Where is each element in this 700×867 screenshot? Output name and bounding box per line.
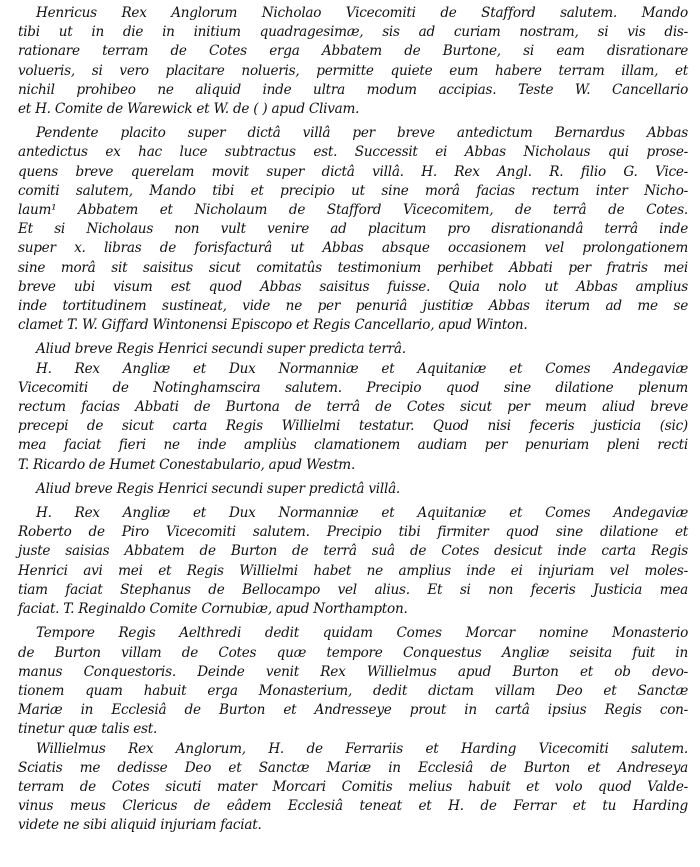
text-line: juste saisias Abbatem de Burton de terrâ suâ de Cotes desicut inde carta Regis xyxy=(18,543,688,560)
text-line: Mariæ in Ecclesiâ de Burton et Andresseye prout in cartâ ipsius Regis con- xyxy=(18,702,688,719)
text-line: T. Ricardo de Humet Conestabulario, apud Westm. xyxy=(18,456,356,473)
text-line: Roberto de Piro Vicecomiti salutem. Precipio tibi firmiter quod sine dilatione et xyxy=(18,524,688,541)
narrative-tempore-regis xyxy=(18,624,688,739)
text-line: nichil prohibeo ne aliquid inde ultra modum accipias. Teste W. Cancellario xyxy=(18,81,688,98)
text-line: Pendente placito super dictâ villâ per breve antedictum Bernardus Abbas xyxy=(36,125,688,142)
text-line: videte ne sibi aliquid injuriam faciat. xyxy=(18,817,262,834)
text-line: Vicecomiti de Notinghamscira salutem. Precipio quod sine dilatione plenum xyxy=(18,379,688,396)
text-line: sine morâ sit saisitus sicut comitatûs testimonium perhibet Abbati per fratris mei xyxy=(18,259,688,276)
writ-henricus-nicholao xyxy=(18,4,688,119)
text-line: Tempore Regis Aelthredi dedit quidam Comes Morcar nomine Monasterio xyxy=(36,625,688,642)
text-line: manus Conquestoris. Deinde venit Rex Willielmus apud Burton et ob devo- xyxy=(18,663,688,680)
text-line: tibi ut in die in initium quadragesimæ, sis ad curiam nostram, si vis dis- xyxy=(18,24,688,41)
writ-roberto-de-piro xyxy=(18,504,688,619)
text-line: Sciatis me dedisse Deo et Sanctæ Mariæ in Ecclesiâ de Burton et Andreseya xyxy=(18,759,688,776)
charter-willielmus xyxy=(18,740,688,836)
text-line: super x. libras de forisfacturâ ut Abbas absque occasionem vel prolongationem xyxy=(18,240,688,257)
text-line: rationare terram de Cotes erga Abbatem de Burtone, si eam disrationare xyxy=(18,43,688,60)
text-line: faciat. T. Reginaldo Comite Cornubiæ, apud Northampton. xyxy=(18,601,408,618)
text-line: precepi de sicut carta Regis Willielmi testatur. Quod nisi feceris justicia (sic) xyxy=(18,418,688,435)
text-line: rectum facias Abbati de Burtona de terrâ de Cotes sicut per meum aliud breve xyxy=(18,399,688,416)
text-line: tinetur quæ talis est. xyxy=(18,721,158,738)
text-line: tionem quam habuit erga Monasterium, dedit dictam villam Deo et Sanctæ xyxy=(18,682,688,699)
writ-notinghamscira xyxy=(18,360,688,475)
heading-aliud-breve-villa xyxy=(18,480,688,499)
text-line: volueris, si vero placitare nolueris, permitte quiete eum habere terram illam, et xyxy=(18,62,688,79)
text-line: terram de Cotes sicuti mater Morcari Comitis melius habuit et volo quod Valde- xyxy=(18,778,688,795)
text-line: et H. Comite de Warewick et W. de ( ) apud Clivam. xyxy=(18,101,360,118)
text-line: tiam faciat Stephanus de Bellocampo vel alius. Et si non feceris Justicia mea xyxy=(18,581,688,598)
text-line: vinus meus Clericus de eâdem Ecclesiâ teneat et H. de Ferrar et tu Harding xyxy=(18,798,688,815)
text-line: Aliud breve Regis Henrici secundi super predicta terrâ. xyxy=(36,341,406,358)
text-line: Aliud breve Regis Henrici secundi super predictâ villâ. xyxy=(36,480,400,497)
text-line: comiti salutem, Mando tibi et precipio ut sine morâ facias rectum inter Nicho- xyxy=(18,182,688,199)
heading-aliud-breve-terra xyxy=(18,340,688,359)
text-line: Willielmus Rex Anglorum, H. de Ferrariis et Harding Vicecomiti salutem. xyxy=(36,740,688,757)
text-line: laum¹ Abbatem et Nicholaum de Stafford Vicecomitem, de terrâ de Cotes. xyxy=(18,202,688,219)
text-line: Henrici avi mei et Regis Willielmi habet ne amplius inde ei injuriam vel moles- xyxy=(18,562,688,579)
text-line: H. Rex Angliæ et Dux Normanniæ et Aquitaniæ et Comes Andegaviæ xyxy=(36,360,688,377)
text-line: inde tortitudinem sustineat, vide ne per penuriâ justitiæ Abbas iterum ad me se xyxy=(18,298,688,315)
narrative-pendente-placito xyxy=(18,124,688,335)
text-line: Et si Nicholaus non vult venire ad placitum pro disrationandâ terrâ inde xyxy=(18,221,688,238)
text-line: antedictus ex hac luce subtractus est. Successit ei Abbas Nicholaus qui prose- xyxy=(18,144,688,161)
text-line: de Burton villam de Cotes quæ tempore Conquestus Angliæ seisita fuit in xyxy=(18,644,688,661)
text-line: quens breve querelam movit super dictâ villâ. H. Rex Angl. R. filio G. Vice- xyxy=(18,163,688,180)
text-line: H. Rex Angliæ et Dux Normanniæ et Aquitaniæ et Comes Andegaviæ xyxy=(36,505,688,522)
text-line: breve ubi visum est quod Abbas saisitus fuisse. Quia nolo ut Abbas amplius xyxy=(18,278,688,295)
text-line: clamet T. W. Giffard Wintonensi Episcopo et Regis Cancellario, apud Winton. xyxy=(18,317,528,334)
text-line: Henricus Rex Anglorum Nicholao Vicecomiti de Stafford salutem. Mando xyxy=(36,5,688,21)
text-line: mea faciat fieri ne inde ampliùs clamationem audiam per penuriam pleni recti xyxy=(18,437,688,454)
